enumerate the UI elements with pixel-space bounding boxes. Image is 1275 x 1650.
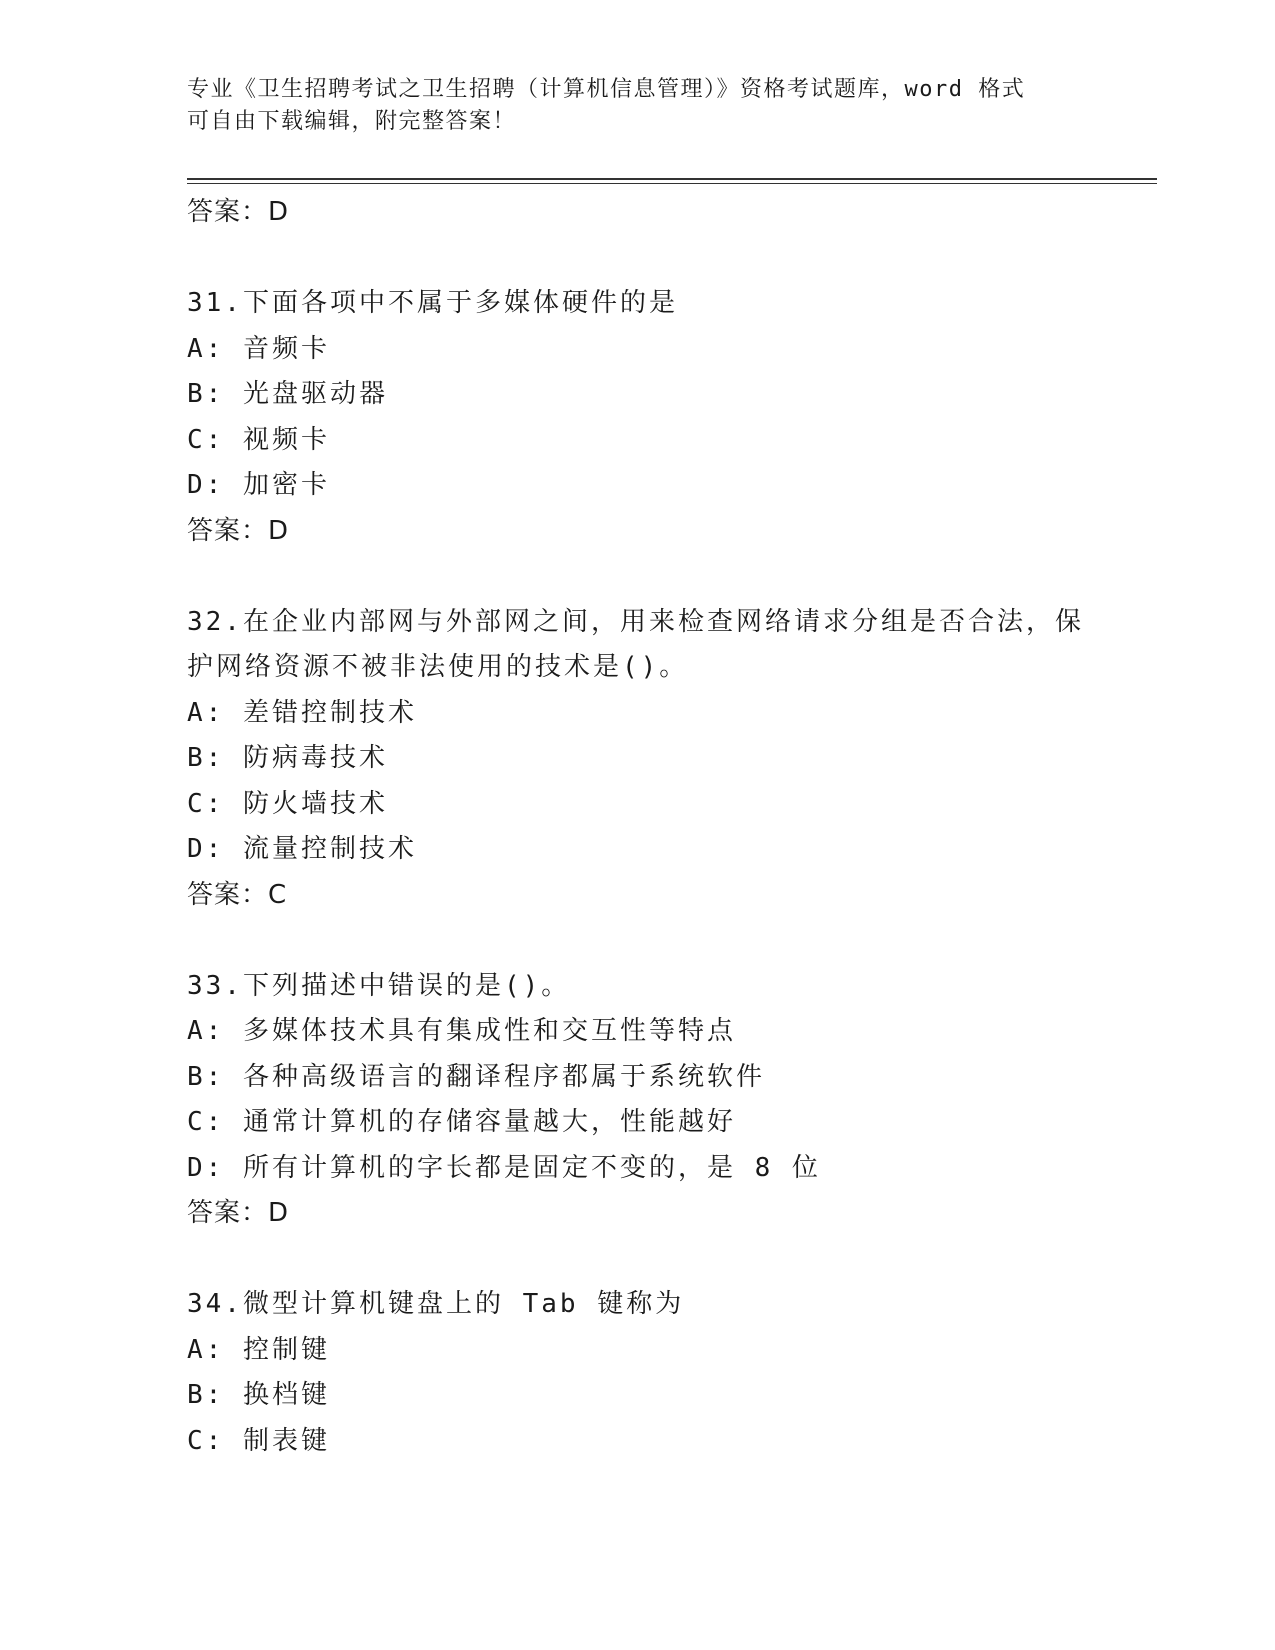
option-b: B: 各种高级语言的翻译程序都属于系统软件: [187, 1061, 765, 1092]
option-d: D: 流量控制技术: [187, 834, 417, 864]
option-d: D: 加密卡: [187, 470, 330, 500]
header-divider-thin: [187, 183, 1157, 184]
question-stem: 34.微型计算机键盘上的 Tab 键称为: [187, 1289, 685, 1319]
question-34: [187, 1282, 1087, 1464]
question-stem: 32.在企业内部网与外部网之间，用来检查网络请求分组是否合法，保: [187, 606, 1084, 637]
answer: 答案：C: [187, 879, 288, 910]
question-stem: 31.下面各项中不属于多媒体硬件的是: [187, 288, 678, 318]
option-d: D: 所有计算机的字长都是固定不变的，是 8 位: [187, 1152, 821, 1183]
answer: 答案：D: [187, 1198, 290, 1228]
question-list: [187, 190, 1087, 1464]
option-a: A: 控制键: [187, 1334, 330, 1365]
question-33: [187, 964, 1087, 1237]
option-b: B: 防病毒技术: [187, 743, 388, 773]
header-line-1: 专业《卫生招聘考试之卫生招聘（计算机信息管理）》资格考试题库，word 格式: [187, 77, 1026, 102]
question-stem-cont: 护网络资源不被非法使用的技术是()。: [187, 652, 689, 682]
option-b: B: 光盘驱动器: [187, 379, 388, 409]
option-a: A: 差错控制技术: [187, 697, 417, 728]
option-b: B: 换档键: [187, 1380, 330, 1410]
option-c: C: 防火墙技术: [187, 788, 388, 819]
previous-answer: 答案：D: [187, 197, 290, 227]
answer: 答案：D: [187, 515, 290, 546]
question-stem: 33.下列描述中错误的是()。: [187, 970, 571, 1001]
header-divider: [187, 178, 1157, 180]
option-c: C: 视频卡: [187, 424, 330, 455]
option-a: A: 音频卡: [187, 333, 330, 364]
option-c: C: 制表键: [187, 1425, 330, 1456]
question-31: [187, 281, 1087, 554]
option-c: C: 通常计算机的存储容量越大，性能越好: [187, 1107, 736, 1137]
question-32: [187, 600, 1087, 919]
header-line-2: 可自由下载编辑，附完整答案！: [187, 109, 517, 134]
option-a: A: 多媒体技术具有集成性和交互性等特点: [187, 1016, 736, 1046]
document-header: [187, 74, 1087, 138]
